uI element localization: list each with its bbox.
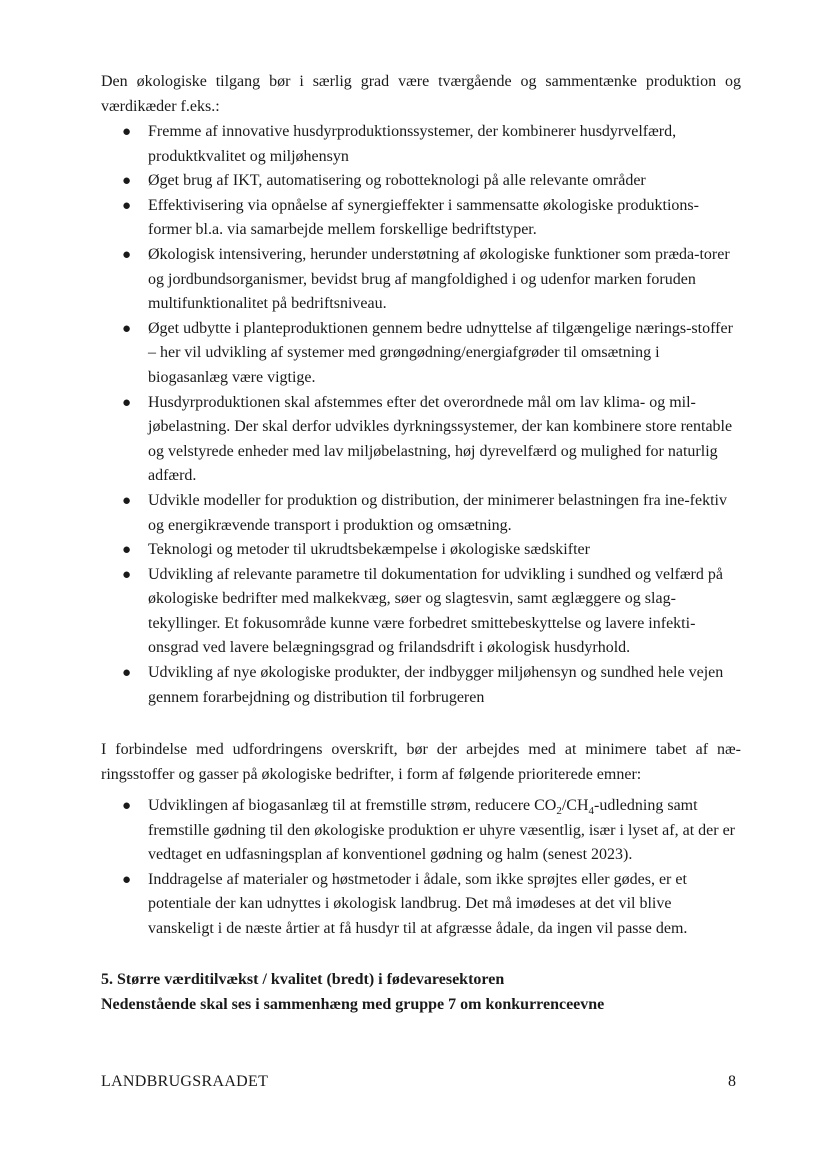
list-item: ● Effektivisering via opnåelse af synergieffekter i sammensatte økologiske produktions-former bl.a. via samarbejde mellem forskellige bedriftstyper. <box>148 194 740 243</box>
page-number: 8 <box>728 1073 736 1090</box>
list-item: ● Inddragelse af materialer og høstmetoder i ådale, som ikke sprøjtes eller gødes, er et potentiale der kan udnyttes i økologisk landbrug. Det må imødeses at det vil blive vanskeligt i de næste årtier at få husdyr til at afgræsse ådale, da ingen vil passe dem. <box>148 868 740 942</box>
list-item: ● Økologisk intensivering, herunder understøtning af økologiske funktioner som præda-torer og jordbundsorganismer, bevidst brug af mangfoldighed i og udenfor marken foruden multifunktionalitet på bedriftsniveau. <box>148 243 740 317</box>
nutrient-paragraph: I forbindelse med udfordringens overskrift, bør der arbejdes med at minimere tabet af næ-ringsstoffer og gasser på økologiske bedrifter, i form af følgende prioriterede emner: <box>101 741 741 783</box>
bullet-icon: ● <box>122 665 132 682</box>
list-item: ● Udvikle modeller for produktion og distribution, der minimerer belastningen fra ine-fektiv og energikrævende transport i produktion og omsætning. <box>148 489 740 538</box>
bullet-list-ecology <box>122 120 740 710</box>
bullet-icon: ● <box>122 566 132 583</box>
bullet-icon: ● <box>122 124 132 140</box>
bullet-icon: ● <box>122 246 132 263</box>
section-heading: 5. Større værditilvækst / kvalitet (bredt) i fødevaresektoren <box>101 971 505 988</box>
list-item: ● Øget udbytte i planteproduktionen gennem bedre udnyttelse af tilgængelige nærings-stoffer – her vil udvikling af systemer med grøngødning/energiafgrøder til omsætning i biogasanlæg være vigtige. <box>148 317 740 391</box>
bullet-icon: ● <box>122 798 132 814</box>
bullet-icon: ● <box>122 197 132 214</box>
section-subheading: Nedenstående skal ses i sammenhæng med gruppe 7 om konkurrenceevne <box>101 996 605 1013</box>
intro-paragraph: Den økologiske tilgang bør i særlig grad være tværgående og sammentænke produktion og værdikæder f.eks.: <box>101 73 741 115</box>
list-item: ● Udviklingen af biogasanlæg til at fremstille strøm, reducere $CO_2/CH_4$-udledning samt fremstille gødning til den økologiske produktion er uhyre væsentlig, især i lyset af, at der er vedtaget en udfasningsplan af konventionel gødning og halm (senest 2023). <box>148 794 740 868</box>
bullet-icon: ● <box>122 871 132 888</box>
list-item: ● Udvikling af nye økologiske produkter, der indbygger miljøhensyn og sundhed hele vejen gennem forarbejdning og distribution til forbrugeren <box>148 661 740 710</box>
bullet-icon: ● <box>122 320 132 337</box>
bullet-list-priorities <box>122 794 740 942</box>
list-item: ● Teknologi og metoder til ukrudtsbekæmpelse i økologiske sædskifter <box>148 538 740 563</box>
list-item: ● Øget brug af IKT, automatisering og robotteknologi på alle relevante områder <box>148 169 740 194</box>
list-item: ● Husdyrproduktionen skal afstemmes efter det overordnede mål om lav klima- og mil-jøbelastning. Der skal derfor udvikles dyrkningssystemer, der kan kombinere store rentable og velstyrede enheder med lav miljøbelastning, høj dyrevelfærd og mulighed for naturlig adfærd. <box>148 391 740 489</box>
bullet-icon: ● <box>122 394 132 411</box>
list-item: ● Fremme af innovative husdyrproduktionssystemer, der kombinerer husdyrvelfærd, produktkvalitet og miljøhensyn <box>148 120 740 169</box>
bullet-icon: ● <box>122 492 132 509</box>
list-item: ● Udvikling af relevante parametre til dokumentation for udvikling i sundhed og velfærd på økologiske bedrifter med malkekvæg, søer og slagtesvin, samt æglæggere og slag-tekyllinger. Et fokusområde kunne være forbedret smittebeskyttelse og lavere infekti-onsgrad ved lavere belægningsgrad og frilandsdrift i økologisk husdyrhold. <box>148 563 740 661</box>
bullet-icon: ● <box>122 542 132 559</box>
footer-organization: LANDBRUGSRAADET <box>101 1073 269 1090</box>
bullet-icon: ● <box>122 173 132 190</box>
